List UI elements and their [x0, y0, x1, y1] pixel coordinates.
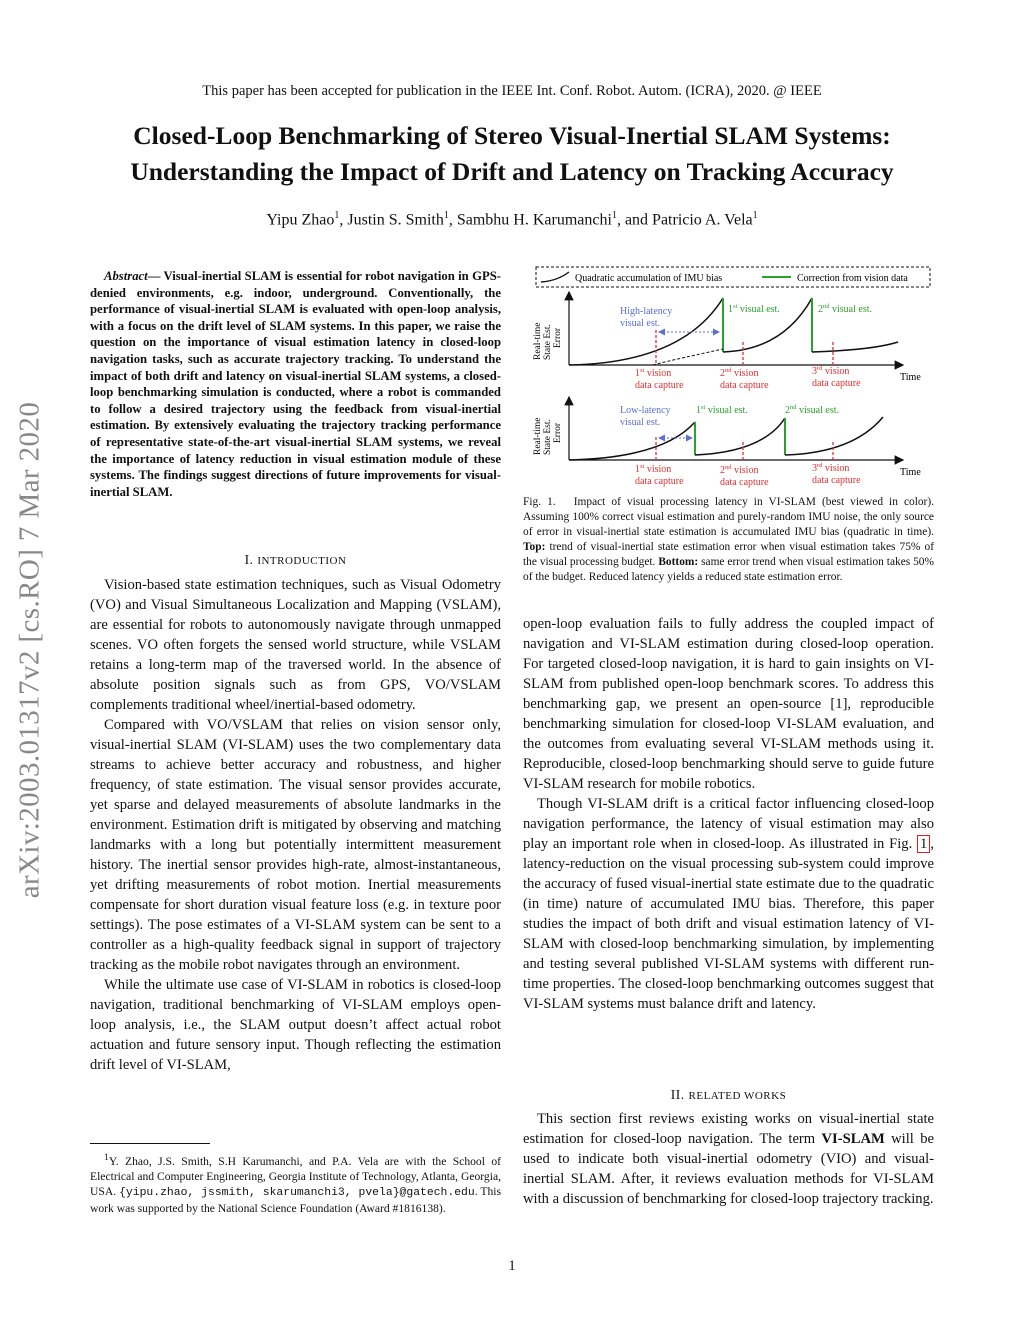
arxiv-side-label: arXiv:2003.01317v2 [cs.RO] 7 Mar 2020	[13, 401, 46, 899]
svg-text:data capture: data capture	[635, 380, 684, 391]
figure-bottom-panel	[533, 397, 921, 488]
svg-text:Real-time: Real-time	[533, 322, 543, 360]
author-2: Justin S. Smith	[347, 211, 444, 229]
page-number: 1	[508, 1258, 516, 1274]
section-heading-related-works: II. RELATED WORKS	[670, 1087, 787, 1102]
svg-text:Error: Error	[553, 327, 563, 348]
abstract-label: Abstract	[104, 269, 148, 283]
figure-1-caption: Fig. 1. Impact of visual processing latency in VI-SLAM (best viewed in color). Assuming 100% correct visual estimation and purely-random IMU noise, the only source of error in visual-inertial state estimation is accumulated IMU bias (quadratic in time). Top: trend of visual-inertial state estimation error when visual estimation takes 75% of the visual processing budget. Bottom: same error trend when visual estimation takes 50% of the budget. Reduced latency yields a reduced state estimation error.	[523, 496, 934, 583]
right-column-body	[523, 614, 934, 1014]
legend-correction-label: Correction from vision data	[797, 273, 908, 284]
author-4: and Patricio A. Vela	[624, 211, 753, 229]
footnote-rule	[90, 1143, 210, 1144]
svg-text:2nd visual est.: 2nd visual est.	[785, 404, 839, 416]
figure-reference-link[interactable]: 1	[917, 835, 930, 853]
paper-title	[40, 118, 984, 190]
svg-text:visual est.: visual est.	[620, 417, 660, 428]
svg-text:1st visual est.: 1st visual est.	[728, 303, 780, 315]
svg-text:High-latency: High-latency	[620, 306, 673, 317]
svg-text:Real-time: Real-time	[533, 417, 543, 455]
right-paragraph-1: open-loop evaluation fails to fully address the coupled impact of navigation and VI-SLAM estimation during closed-loop operation. For targeted closed-loop navigation, it is hard to gain insights on VI-SLAM from published open-loop benchmark scores. To address this benchmarking gap, we present an open-source [1], reproducible benchmarking simulation for closed-loop VI-SLAM evaluation, and the outcomes from evaluating several VI-SLAM methods using it. Reproducible, closed-loop benchmarking should serve to guide future VI-SLAM research for mobile robotics.	[523, 616, 934, 792]
abstract-text: — Visual-inertial SLAM is essential for robot navigation in GPS-denied environments, e.g. indoor, underground. Conventionally, the performance of visual-inertial SLAM is evaluated with open-loop analysis, with a focus on the drift level of SLAM systems. In this paper, we raise the question on the importance of visual estimation latency in closed-loop navigation tasks, such as accurate trajectory tracking. To understand the impact of both drift and latency on visual-inertial SLAM systems, a closed-loop benchmarking simulation is conducted, where a robot is commanded to follow a desired trajectory using the feedback from visual-inertial estimation. By extensively evaluating the trajectory tracking performance of representative state-of-the-art visual-inertial SLAM systems, we reveal the importance of latency reduction in visual estimation module of these systems. The findings suggest directions of future improvements for visual-inertial SLAM.	[90, 269, 501, 499]
svg-text:1st vision: 1st vision	[635, 367, 672, 379]
legend-quadratic-line	[541, 272, 569, 282]
svg-text:3rd vision: 3rd vision	[812, 365, 850, 377]
related-works-paragraph: This section first reviews existing works on visual-inertial state estimation for closed-loop navigation. The term VI-SLAM will be used to indicate both visual-inertial odometry (VIO) and visual-inertial SLAM. After, it reviews evaluation methods for VI-SLAM with a discussion of benchmarking for closed-loop trajectory tracking.	[523, 1111, 934, 1207]
author-3: Sambhu H. Karumanchi	[456, 211, 612, 229]
svg-text:2nd visual est.: 2nd visual est.	[818, 303, 872, 315]
svg-text:visual est.: visual est.	[620, 318, 660, 329]
figure-1	[523, 262, 935, 492]
intro-paragraph-3: While the ultimate use case of VI-SLAM in robotics is closed-loop navigation, traditional benchmarking of VI-SLAM employs open-loop analysis, i.e., the SLAM output doesn’t affect actual robot actuation and future sensory input. Though reflecting the estimation drift level of VI-SLAM,	[90, 977, 501, 1073]
top-ideal-dashed	[653, 349, 723, 365]
bottom-bias-curve-3	[785, 417, 883, 455]
author-1: Yipu Zhao	[266, 211, 335, 229]
svg-text:data capture: data capture	[812, 378, 861, 389]
top-time-label: Time	[900, 372, 921, 383]
svg-text:data capture: data capture	[720, 477, 769, 488]
intro-paragraph-1: Vision-based state estimation techniques, such as Visual Odometry (VO) and Visual Simultaneous Localization and Mapping (VSLAM), are essential for robots to autonomously navigate through unmapped scenes. VO often forgets the sensed world structure, while VSLAM retains a long-term map of the traversed world. In the absence of absolute position signals such as from GPS, VO/VSLAM complements traditional wheel/inertial-based odometry.	[90, 577, 501, 713]
bottom-bias-curve-2	[695, 418, 785, 455]
author-emails: {yipu.zhao, jssmith, skarumanchi3, pvela}@gatech.edu	[119, 1186, 475, 1199]
svg-text:Low-latency: Low-latency	[620, 405, 671, 416]
section-heading-introduction: I. INTRODUCTION	[244, 552, 347, 567]
svg-text:State Est.: State Est.	[543, 419, 553, 455]
title-line-1: Closed-Loop Benchmarking of Stereo Visual-Inertial SLAM Systems:	[133, 121, 891, 150]
svg-text:State Est.: State Est.	[543, 324, 553, 360]
svg-text:2nd vision: 2nd vision	[720, 464, 759, 476]
abstract	[90, 268, 501, 500]
svg-text:1st visual est.: 1st visual est.	[696, 404, 748, 416]
related-works-body	[523, 1109, 934, 1209]
figure-1-diagram	[523, 262, 935, 492]
svg-text:1st vision: 1st vision	[635, 463, 672, 475]
publication-notice: This paper has been accepted for publication in the IEEE Int. Conf. Robot. Autom. (ICRA), 2020. @ IEEE	[202, 83, 822, 99]
author-list: Yipu Zhao$^1$, Justin S. Smith$^1$, Sambhu H. Karumanchi$^1$, and Patricio A. Vela$^1$	[266, 210, 758, 229]
svg-text:data capture: data capture	[812, 475, 861, 486]
svg-text:Error: Error	[553, 422, 563, 443]
svg-text:2nd vision: 2nd vision	[720, 367, 759, 379]
footnote: $^1$Y. Zhao, J.S. Smith, S.H Karumanchi, and P.A. Vela are with the School of Electrical and Computer Engineering, Georgia Institute of Technology, Atlanta, Georgia, USA. {yipu.zhao, jssmith, skarumanchi3, pvela}@gatech.edu. This work was supported by the National Science Foundation (Award #1816138).	[90, 1152, 501, 1215]
top-bias-curve-3	[812, 342, 898, 352]
legend-quadratic-label: Quadratic accumulation of IMU bias	[575, 273, 723, 284]
figure-top-panel	[533, 292, 921, 391]
svg-text:data capture: data capture	[635, 476, 684, 487]
svg-text:3rd vision: 3rd vision	[812, 462, 850, 474]
introduction-body	[90, 575, 501, 1075]
title-line-2: Understanding the Impact of Drift and Latency on Tracking Accuracy	[130, 157, 894, 186]
intro-paragraph-2: Compared with VO/VSLAM that relies on vision sensor only, visual-inertial SLAM (VI-SLAM) uses the two complementary data streams to achieve better accuracy and robustness, and higher frequency, of state estimation. The visual sensor provides accurate, yet sparse and delayed measurements of absolute landmarks in the environment. Estimation drift is mitigated by observing and matching landmarks with a long but potentially intermittent measurement history. The inertial sensor provides high-rate, almost-instantaneous, yet drifting measurements of robot motion. Inertial measurements compensate for short duration visual feature loss (e.g. in texture poor settings). The pose estimates of a VI-SLAM system can be sent to a controller as a high-quality feedback signal in support of trajectory tracking as the mobile robot navigates through an environment.	[90, 717, 501, 973]
svg-text:data capture: data capture	[720, 380, 769, 391]
bottom-time-label: Time	[900, 467, 921, 478]
right-paragraph-2: Though VI-SLAM drift is a critical factor influencing closed-loop navigation performance, the latency of visual estimation may also play an important role when in closed-loop. As illustrated in Fig. 1 , latency-reduction on the visual processing sub-system could improve the accuracy of fused visual-inertial state estimate due to the quadratic (in time) nature of accumulated IMU bias. Therefore, this paper studies the impact of both drift and visual estimation latency of VI-SLAM with closed-loop benchmarking simulation, by implementing and testing several published VI-SLAM systems with different run-time properties. The closed-loop benchmarking outcomes suggest that VI-SLAM systems must balance drift and latency.	[523, 796, 934, 1012]
